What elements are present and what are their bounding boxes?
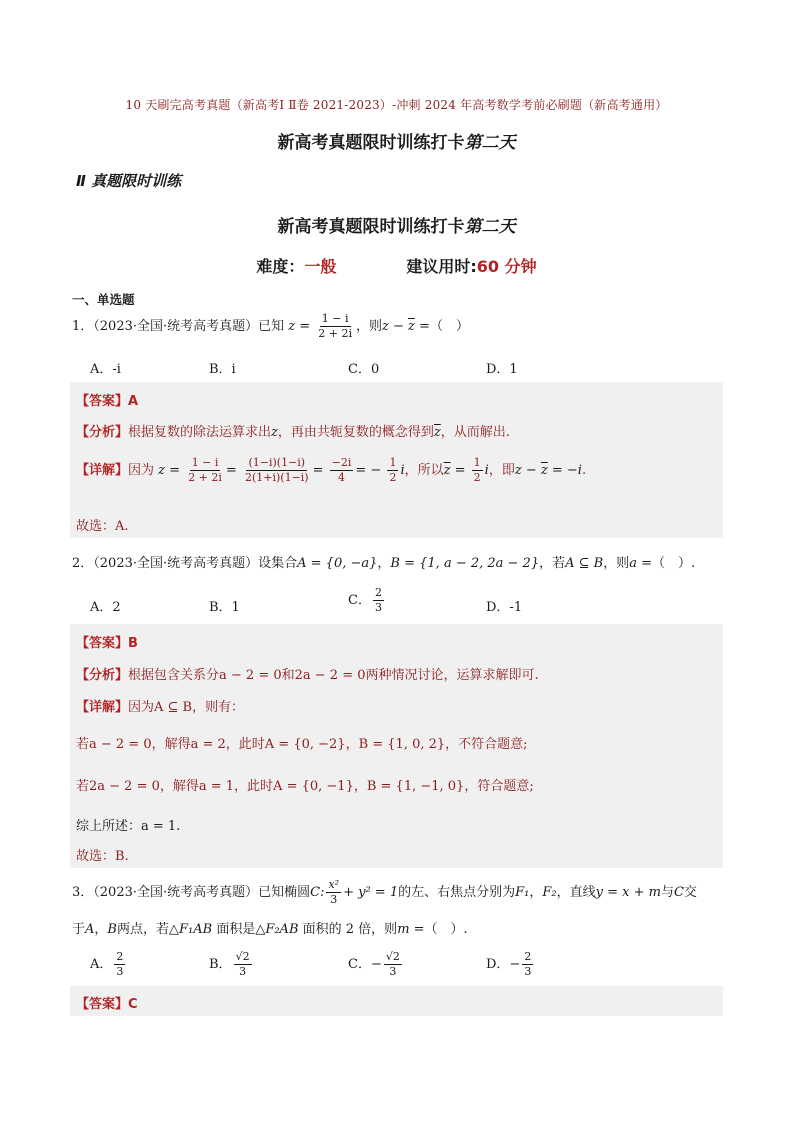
option-c[interactable]: C． $\frac{2}{3}$: [348, 586, 382, 614]
page-title: 新高考真题限时训练打卡第二天: [277, 133, 516, 153]
option-d[interactable]: D．1: [486, 362, 518, 377]
detail-1: 【详解】因为 z = $\frac{1 - i}{2 + 2i}$ = $\frac{(1-i)(1-i)}{2(1+i)(1-i)}$ = $\frac{-2i}{4}$ = − $\frac{1}{2}$ i，所以$\overline{z}$ = $\frac{1}{2}$ i，即$z - \overline{z} = -i$.: [76, 456, 587, 484]
option-a[interactable]: A．-i: [90, 362, 121, 377]
solution-box-3: [70, 986, 723, 1016]
conclusion-2: 故选：B.: [76, 849, 129, 864]
time-value: 60 分钟: [476, 257, 537, 276]
option-b[interactable]: B． $\frac{√2}{3}$: [209, 950, 250, 978]
case-2: 若2a − 2 = 0，解得a = 1，此时A = {0, −1}，B = {1, −1, 0}，符合题意;: [76, 779, 534, 794]
detail-2: 【详解】因为A ⊆ B，则有：: [76, 700, 245, 715]
option-d[interactable]: D．− $\frac{2}{3}$: [486, 950, 532, 978]
question-2-stem: 2．（2023·全国·统考高考真题）设集合A = {0, −a}，B = {1, a − 2, 2a − 2}，若A ⊆ B，则a =（ ）.: [72, 556, 696, 571]
question-1-stem: 1．（2023·全国·统考高考真题）已知 z = $\frac{1 - i}{2 + 2i}$ ，则$z - \overline{z}$ =（ ）: [72, 312, 469, 340]
answer-2: 【答案】B: [76, 636, 138, 651]
option-d[interactable]: D．-1: [486, 600, 523, 615]
part-heading: 一、单选题: [72, 292, 135, 307]
analysis-1: 【分析】根据复数的除法运算求出z，再由共轭复数的概念得到$\overline{z}$，从而解出.: [76, 425, 510, 440]
answer-1: 【答案】A: [76, 394, 139, 409]
section-title: 新高考真题限时训练打卡第二天: [277, 217, 516, 237]
analysis-2: 【分析】根据包含关系分a − 2 = 0和2a − 2 = 0两种情况讨论，运算求解即可.: [76, 668, 539, 683]
series-header: 10 天刷完高考真题（新高考Ⅰ Ⅱ卷 2021-2023）-冲刺 2024 年高考数学考前必刷题（新高考通用）: [125, 98, 668, 112]
conclusion-1: 故选：A.: [76, 519, 129, 534]
summary-2: 综上所述：a = 1.: [76, 819, 181, 834]
answer-3: 【答案】C: [76, 997, 138, 1012]
option-a[interactable]: A． $\frac{2}{3}$: [90, 950, 124, 978]
option-b[interactable]: B．1: [209, 600, 240, 615]
option-c[interactable]: C．− $\frac{√2}{3}$: [348, 950, 400, 978]
section-heading: Ⅱ 真题限时训练: [76, 172, 182, 190]
difficulty-value: 一般: [304, 257, 337, 276]
option-a[interactable]: A．2: [90, 600, 121, 615]
case-1: 若a − 2 = 0，解得a = 2，此时A = {0, −2}，B = {1, 0, 2}，不符合题意;: [76, 737, 528, 752]
option-c[interactable]: C．0: [348, 362, 380, 377]
question-3-stem-line2: 于A，B两点，若△F₁AB 面积是△F₂AB 面积的 2 倍，则m =（ ）.: [72, 922, 468, 937]
question-3-stem-line1: 3．（2023·全国·统考高考真题）已知椭圆C: $\frac{\text{x²}}{3}$ + y² = 1的左、右焦点分别为F₁，F₂，直线y = x + m与C交: [72, 878, 697, 906]
meta-line: 难度：一般 建议用时:60 分钟: [256, 257, 537, 276]
option-b[interactable]: B．i: [209, 362, 236, 377]
